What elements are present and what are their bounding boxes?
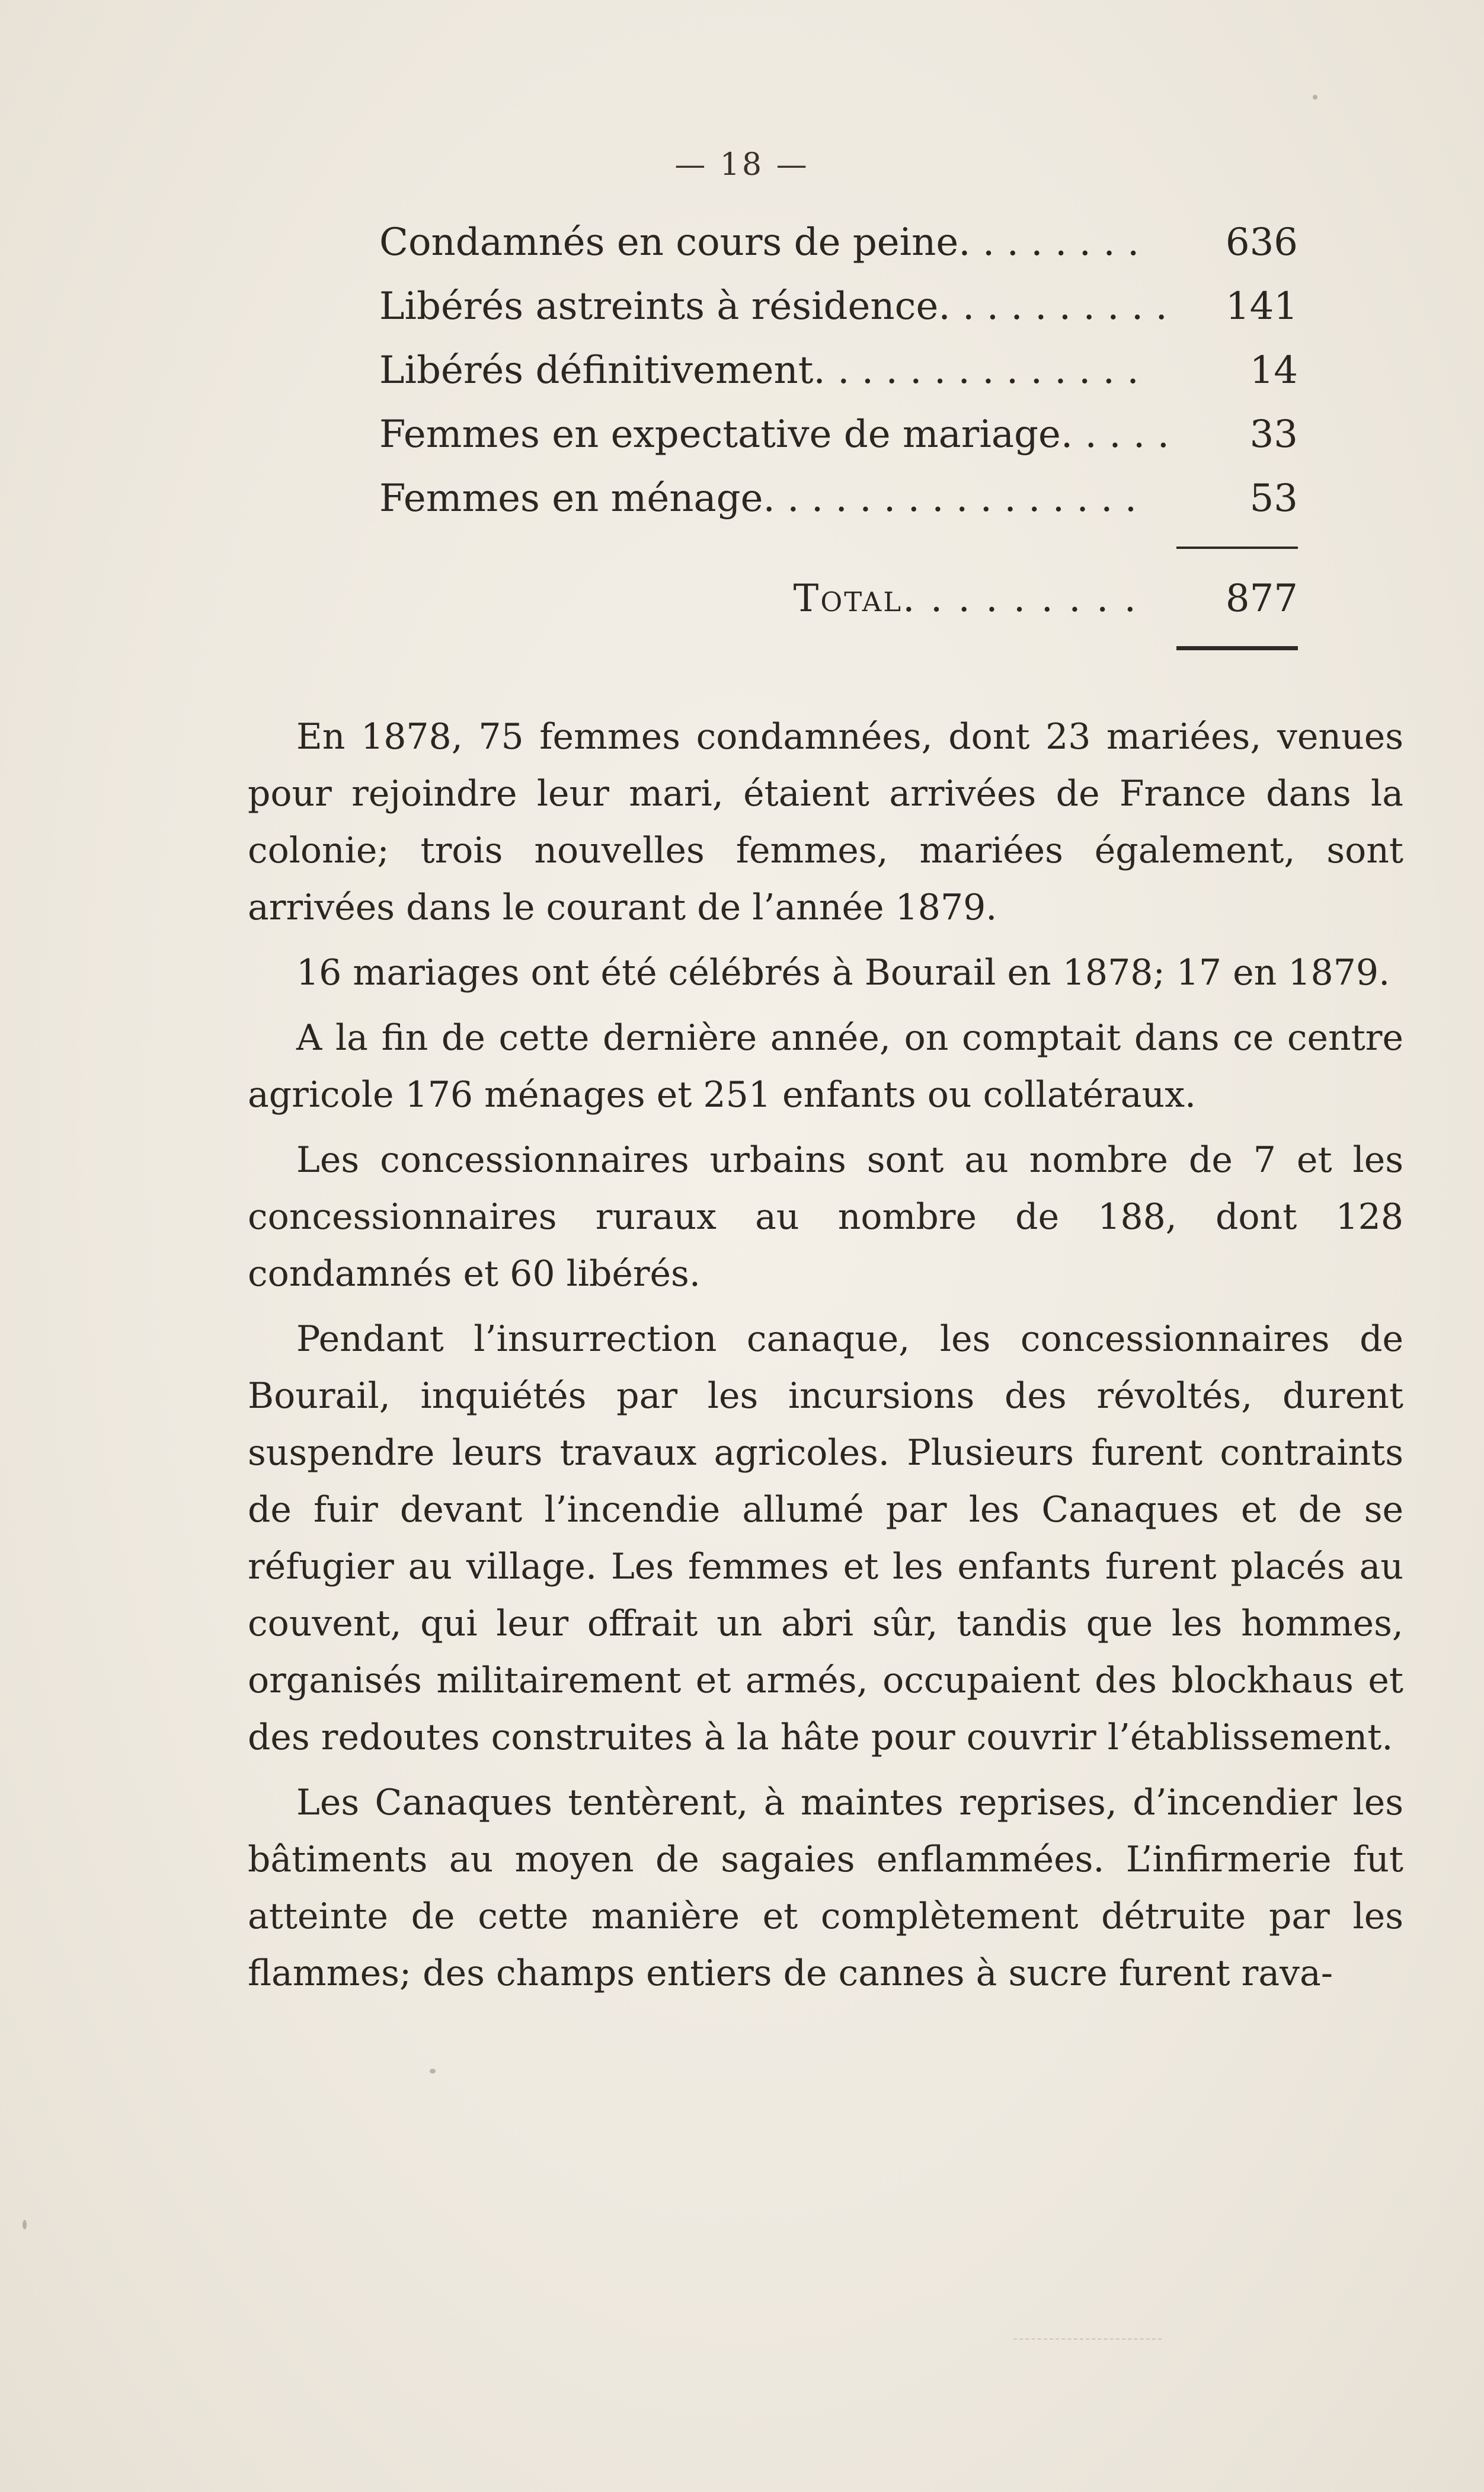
paragraph: Les concessionnaires urbains sont au nombre de 7 et les concessionnaires ruraux au nombre de 188, dont 128 condamnés et 60 libérés. [248,1139,1403,1295]
table-row [379,402,1298,467]
paragraph: En 1878, 75 femmes condamnées, dont 23 mariées, venues pour rejoindre leur mari, étaient arrivées de France dans la colonie; trois nouvelles femmes, mariées également, sont arrivées dans le courant de l’année 1879. [248,716,1403,928]
total-label: Total. . . . . . . . . [793,577,1138,621]
table-row [379,338,1298,402]
paragraph: Les Canaques tentèrent, à maintes reprises, d’incendier les bâtiments au moyen de sagaies enflammées. L’infirmerie fut atteinte de cette manière et complètement détruite par les flammes; des champs entiers de cannes à sucre furent rava- [248,1782,1403,1994]
total-value: 877 [1225,577,1298,621]
row-label: Libérés définitivement. . . . . . . . . . . . . . [379,349,1139,392]
row-value: 33 [1249,413,1298,456]
row-label: Femmes en ménage. . . . . . . . . . . . . . . . [379,477,1137,520]
total-rule-bottom [1176,646,1298,650]
statistics-table [379,210,1298,621]
table-row [379,210,1298,274]
paragraph: 16 mariages ont été célébrés à Bourail en 1878; 17 en 1879. [296,952,1390,993]
paper-speck [430,2069,436,2074]
row-value: 636 [1225,221,1298,264]
row-label: Condamnés en cours de peine. . . . . . . . [379,221,1140,264]
page-number: — 18 — [674,147,810,183]
row-value: 141 [1225,285,1298,328]
paragraph: Pendant l’insurrection canaque, les concessionnaires de Bourail, inquiétés par les incursions des révoltés, durent suspendre leurs travaux agricoles. Plusieurs furent contraints de fuir devant l’incendie allumé par les Canaques et de se réfugier au village. Les femmes et les enfants furent placés au couvent, qui leur offrait un abri sûr, tandis que les hommes, organisés militairement et armés, occupaient des blockhaus et des redoutes construites à la hâte pour couvrir l’établissement. [248,1318,1403,1758]
paragraph: A la fin de cette dernière année, on comptait dans ce centre agricole 176 ménages et 251 enfants ou collatéraux. [248,1017,1403,1116]
table-row [379,274,1298,338]
total-row [379,566,1298,631]
row-value: 14 [1249,349,1298,392]
total-rule-top [1176,547,1298,549]
paper-speck [1313,95,1317,100]
table-row [379,467,1298,531]
row-value: 53 [1249,477,1298,520]
paper-speck [23,2220,27,2229]
body-text [248,708,1403,2010]
row-label: Libérés astreints à résidence. . . . . . . . . . [379,285,1168,328]
faint-bleed-line [1013,2338,1162,2340]
row-label: Femmes en expectative de mariage. . . . . [379,413,1169,456]
